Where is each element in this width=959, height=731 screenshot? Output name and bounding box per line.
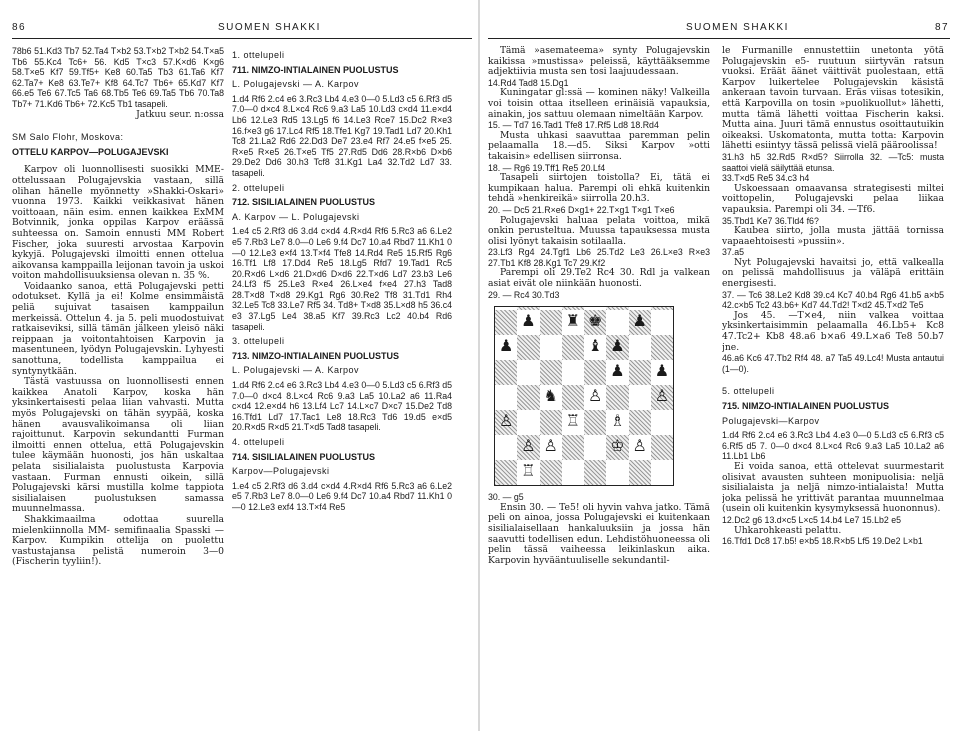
left-column-2 bbox=[232, 46, 452, 726]
move-text: 1.e4 c5 2.Rf3 d6 3.d4 c×d4 4.R×d4 Rf6 5.Rc3 a6 6.Le2 e5 7.Rb3 Le7 8.0—0 Le6 9.f4 Dc7 10.a4 Rbd7 11.Kh1 0—0 12.Le3 exf4 13.T×f4 Re5 bbox=[232, 480, 452, 512]
chess-square bbox=[562, 335, 584, 360]
chess-diagram bbox=[494, 306, 674, 486]
continuation-note: Jatkuu seur. n:ossa bbox=[136, 108, 224, 120]
paragraph: Tästä vastuussa on luonnollisesti ennen kaikkea Anatoli Karpov, koska hän yksinkertaisesti pelaa liian vahvasti. Mutta myös Polugajevski on tähän syypää, koska hänen avausvalikoimansa oli liian rajoittunut. Karpovin sekundantti Furman ilmoitti ennen ottelua, että Polugajevskin tulee käymään huonosti, jos hän uskaltaa pelata sisilialaista puolustusta Karpovia vastaan. Furman ennusti oikein, sillä Polugajevski kärsi mustilla kolme tappiota sisilialaisen puolustuksen samassa muunnelmassa. bbox=[12, 376, 224, 515]
move-text: 1.d4 Rf6 2.c4 e6 3.Rc3 Lb4 4.e3 0—0 5.Ld3 c5 6.Rf3 d5 7.0—0 d×c4 8.L×c4 Rc6 9.a3 La5 10.Ld3 c×d4 11.e×d4 Lb6 12.Le3 Rd5 13.Lg5 f6 14.Le3 Rce7 15.Dc2 R×e3 16.f×e3 g6 17.Lc4 Rf5 18.Tfe1 Kg7 19.Tad1 Ld7 20.Kh1 Tc8 21.La2 Rd6 22.Dd3 De7 23.e4 Rf7 24.e5 f×e5 25. R×e5 R×e5 26.T×e5 Tf5 27.Rd5 Dd6 28.R×b6 D×b6 29.De2 Dd6 30.h3 Tcf8 31.Kg1 La4 32.Td2 Ld7 33. tasapeli. bbox=[232, 93, 452, 178]
paragraph: Voidaanko sanoa, että Polugajevski petti odotukset. Kyllä ja ei! Kolme ensimmäistä peliä sujuivat tasaisen kamppailun merkeissä. Ottelun 4. ja 5. peli muodostuivat ratkaiseviksi, sillä tämän jälkeen yleisö näki reippaan ja voitontahtoisen Karpovin ja masentuneen, lyödyn Polugajevskin. Lyhyesti sanottuna, todellista kamppailua ei syntynytkään. bbox=[12, 280, 224, 377]
game-heading: 711. NIMZO-INTIALAINEN PUOLUSTUS bbox=[232, 64, 399, 75]
chess-square bbox=[495, 360, 517, 385]
spacer bbox=[722, 374, 944, 382]
chess-piece-square: ♙ bbox=[495, 410, 517, 435]
right-column-2 bbox=[722, 46, 944, 726]
header-rule-right bbox=[488, 38, 950, 39]
chess-piece-square: ♙ bbox=[632, 436, 647, 456]
caption: 4. ottelupeli bbox=[232, 437, 285, 447]
chess-piece-square: ♙ bbox=[517, 435, 539, 460]
chess-piece-square: ♟ bbox=[498, 336, 514, 356]
move-text: 35.Tbd1 Ke7 36.Tld4 f6? bbox=[722, 215, 819, 226]
chess-square bbox=[651, 435, 673, 460]
chess-square bbox=[540, 410, 562, 435]
chess-square bbox=[606, 460, 628, 485]
chess-piece-square: ♔ bbox=[606, 435, 628, 460]
caption: L. Polugajevski — A. Karpov bbox=[232, 79, 360, 90]
chess-piece-square: ♖ bbox=[565, 411, 581, 431]
caption: SM Salo Flohr, Moskova: bbox=[12, 132, 124, 143]
game-heading: 713. NIMZO-INTIALAINEN PUOLUSTUS bbox=[232, 350, 400, 361]
paragraph: Kuningatar gl:ssä — kominen näky! Valkeilla voi toisin ottaa itselleen erinäisiä vapauksia, ainakin, jos sattuu olemaan nimeltään Karpov. bbox=[488, 87, 710, 120]
move-text: 15. — Td7 16.Tad1 Tfe8 17.Rf5 Ld8 18.Rd4 bbox=[488, 120, 659, 131]
chess-square bbox=[584, 410, 606, 435]
move-text: 20. — Dc5 21.R×e6 D×g1+ 22.T×g1 T×g1 T×e6 bbox=[488, 204, 675, 215]
paragraph: Uskoessaan omaavansa strategisesti miltei voittopelin, Polugajevski pelaa liikaa vapauksia. Parempi oli 34. —Tf6. bbox=[722, 182, 944, 215]
chess-square bbox=[562, 435, 584, 460]
caption: L. Polugajevski — A. Karpov bbox=[232, 365, 360, 376]
move-text: 14.Rd4 Tad8 15.Dg1 bbox=[488, 77, 569, 88]
chess-square bbox=[584, 435, 606, 460]
caption: A. Karpov — L. Polugajevski bbox=[232, 211, 360, 222]
chess-square bbox=[651, 310, 673, 335]
chess-square bbox=[517, 360, 539, 385]
paragraph: Ei voida sanoa, että ottelevat suurmestarit olisivat avausten suhteen monipuolisia: neljä sisilialaista ja neljä nimzo-intialaista! Mutta joka pelissä he yrittivät parantaa muunnelmaa (usein oli kuitenkin kysymyksessä huononnus). bbox=[722, 460, 944, 515]
chess-piece-square: ♟ bbox=[610, 361, 625, 381]
paragraph: Musta uhkasi saavuttaa paremman pelin pelaamalla 18.—d5. Siksi Karpov »otti takaisin» edellisen siirronsa. bbox=[488, 129, 710, 162]
chess-square bbox=[629, 460, 651, 485]
chess-piece-square: ♟ bbox=[606, 335, 628, 360]
caption: 3. ottelupeli bbox=[232, 336, 285, 347]
paragraph: Parempi oli 29.Te2 Rc4 30. Rdl ja valkean asiat eivät ole niinkään huonosti. bbox=[488, 267, 710, 290]
chess-square bbox=[562, 460, 584, 485]
chess-piece-square: ♙ bbox=[587, 386, 603, 406]
chess-piece-square: ♜ bbox=[565, 311, 581, 331]
chess-square bbox=[517, 410, 539, 435]
move-text: 29. — Rc4 30.Td3 bbox=[488, 289, 560, 300]
chess-square bbox=[629, 360, 651, 385]
move-text: 23.Lf3 Rg4 24.Tgf1 Lb6 25.Td2 Le3 26.L×e3 R×e3 27.Tb1 Kf8 28.Kg1 Tc7 29.Kf2 bbox=[488, 247, 710, 268]
paragraph: Polugajevski haluaa pelata voittoa, mikä onkin perusteltua. Muussa tapauksessa musta olisi lyönyt takaisin sotilaalla. bbox=[488, 214, 710, 247]
move-text: 1.d4 Rf6 2.c4 e6 3.Rc3 Lb4 4.e3 0—0 5.Ld3 c5 6.Rf3 d5 7.0—0 d×c4 8.L×c4 Rc6 9.a3 La5 10.La2 a6 11.Ra4 c×d4 12.e×d4 h6 13.Lf4 Lc7 14.L×c7 D×c7 15.De2 Td8 16.Tfd1 Ld7 17.Tac1 Le8 18.Rc3 Td6 19.d5 e×d5 20.R×d5 R×d5 21.T×d5 Tad8 tasapeli. bbox=[232, 380, 452, 433]
game-heading: 714. SISILIALAINEN PUOLUSTUS bbox=[232, 451, 376, 462]
chess-piece-square: ♙ bbox=[651, 385, 673, 410]
chess-square bbox=[495, 310, 517, 335]
paragraph: le Furmanille ennustettiin unetonta yötä Polugajevskin e5- ruutuun siirtyvän ratsun vuoksi. Eräät äänet väittivät puolestaan, että Karpov luikertelee Polugajevskin käsistä ankeraan tavoin turvaan. Eräs viisas totesikin, että Karpovilla on tosin »puolikuollut» lähetti, mutta tämä lähetti voittaa Fischerin kaksi. Mutta aina. Juuri tämä ennustus osoittautuikin oikeaksi. Uskomatonta, mutta totta: Karpovin lähetti esiintyy tässä pelissä vielä pääroolissa! bbox=[722, 46, 944, 152]
move-text: 16.Tfd1 Dc8 17.b5! e×b5 18.R×b5 Lf5 19.De2 L×b1 bbox=[722, 536, 923, 547]
header-rule-left bbox=[12, 38, 472, 39]
chess-square bbox=[562, 360, 584, 385]
running-title-right: SUOMEN SHAKKI bbox=[686, 22, 789, 33]
move-text: 37. — Tc6 38.Le2 Kd8 39.c4 Kc7 40.b4 Rg6 41.b5 a×b5 42.c×b5 Tc2 43.b6+ Kd7 44.Td2! T×d2 45.T×d2 Te5 bbox=[722, 289, 944, 311]
right-page bbox=[480, 0, 959, 731]
caption: Karpov—Polugajevski bbox=[232, 466, 330, 477]
paragraph: Uhkarohkeasti pelattu. bbox=[734, 524, 842, 536]
game-heading: OTTELU KARPOV—POLUGAJEVSKI bbox=[12, 146, 169, 157]
chess-square bbox=[540, 360, 562, 385]
chess-square bbox=[540, 460, 562, 485]
chess-piece-square: ♗ bbox=[610, 411, 625, 431]
right-column-1 bbox=[488, 46, 710, 726]
chess-square bbox=[540, 335, 562, 360]
left-page bbox=[0, 0, 479, 731]
paragraph: Kaubea siirto, jolla musta jättää tornissa vapaaehtoisesti »pussiin». bbox=[722, 225, 944, 247]
chess-square bbox=[651, 410, 673, 435]
chess-square bbox=[495, 435, 517, 460]
page-number-right: 87 bbox=[935, 22, 950, 33]
chess-piece-square: ♟ bbox=[629, 310, 651, 335]
paragraph: Tasapeli siirtojen toistolla? Ei, tätä ei kumpikaan halua. Parempi oli ehkä kuitenkin tehdä »henkireikä» siirrolla 20.h3. bbox=[488, 172, 710, 205]
spacer bbox=[12, 120, 224, 128]
chess-square bbox=[651, 335, 673, 360]
caption: 1. ottelupeli bbox=[232, 50, 285, 60]
chess-piece-square: ♖ bbox=[521, 461, 536, 481]
move-text: 33.T×d5 Re5 34.c3 h4 bbox=[722, 173, 810, 184]
paragraph: Tämä »asemateema» synty Polugajevskin kaikissa »mustissa» peleissä, käyttääksemme adjektiivia musta sen tosi laajuudessaan. bbox=[488, 46, 710, 78]
chess-square bbox=[495, 460, 517, 485]
running-title-left: SUOMEN SHAKKI bbox=[218, 22, 321, 33]
chess-piece-square: ♝ bbox=[587, 336, 603, 356]
caption: Polugajevski—Karpov bbox=[722, 415, 820, 426]
chess-square bbox=[651, 460, 673, 485]
chess-square bbox=[584, 460, 606, 485]
move-text: 78b6 51.Kd3 Tb7 52.Ta4 T×b2 53.T×b2 T×b2 54.T×a5 Tb6 55.Kc4 Tc6+ 56. Kd5 T×c3 57.K×d6 K×g6 58.T×e5 Kf7 59.Tf5+ Ke8 60.Ta5 Tb3 61.Ta6 Kf7 62.Ta7+ Ke8 63.Te7+ Kf8 64.Tc7 Tb6+ 65.Kd7 Kf7 66.e5 Te6 67.Tc5 Ta6 68.Tb5 Te6 69.Ta5 Tb6 70.Ta8 Tb7+ 71.Kd6 Tb6+ 72.Kc5 Tb1 tasapeli. bbox=[12, 46, 224, 109]
chess-square bbox=[629, 385, 651, 410]
chess-square bbox=[584, 360, 606, 385]
chess-square bbox=[495, 385, 517, 410]
chess-square bbox=[540, 310, 562, 335]
page-number-left: 86 bbox=[12, 22, 27, 33]
chess-piece-square: ♚ bbox=[584, 310, 606, 335]
chess-piece-square: ♟ bbox=[521, 311, 536, 331]
chess-piece-square: ♙ bbox=[543, 436, 558, 456]
game-heading: 712. SISILIALAINEN PUOLUSTUS bbox=[232, 197, 376, 208]
move-text: 12.Dc2 g6 13.d×c5 L×c5 14.b4 Le7 15.Lb2 e5 bbox=[722, 514, 902, 525]
chess-piece-square: ♞ bbox=[543, 386, 558, 406]
chess-square bbox=[517, 385, 539, 410]
caption: 2. ottelupeli bbox=[232, 182, 285, 193]
paragraph: Jos 45. —T×e4, niin valkea voittaa yksinkertaisimmin pelaamalla 46.Lb5+ Kc8 47.Tc2+ Kb8 48.a6 b×a6 49.L×a6 Te8 50.b7 jne. bbox=[722, 309, 944, 353]
move-text: 46.a6 Kc6 47.Tb2 Rf4 48. a7 Ta5 49.Lc4! Musta antautui (1—0). bbox=[722, 353, 944, 374]
paragraph: Ensin 30. — Te5! oli hyvin vahva jatko. Tämä peli on ainoa, jossa Polugajevski ei kuitenkaan sisilialaisellaan hankaluuksiin ja jossa hän saavutti todellisen edun. Lehdistöhuoneessa oli pelin tässä vaiheessa leikinlaskun aika. Karpovin hyvääntuuliselle sekundantil- bbox=[488, 501, 710, 566]
move-text: 1.d4 Rf6 2.c4 e6 3.Rc3 Lb4 4.e3 0—0 5.Ld3 c5 6.Rf3 c5 6.Rf5 d5 7. 0—0 d×c4 8.L×c4 Rc6 9.a3 La5 10.La2 a6 11.Lb1 Lb6 bbox=[722, 430, 944, 462]
caption: 5. ottelupeli bbox=[722, 386, 775, 397]
chess-piece-square: ♟ bbox=[654, 361, 670, 381]
chess-square bbox=[562, 385, 584, 410]
chess-square bbox=[606, 385, 628, 410]
move-text: 37.a5 bbox=[722, 247, 745, 258]
chess-square bbox=[629, 335, 651, 360]
chess-square bbox=[629, 410, 651, 435]
chess-square bbox=[606, 310, 628, 335]
move-text: 31.h3 h5 32.Rd5 R×d5? Siirrolla 32. —Tc5: musta saattoi vielä säilyttää etunsa. bbox=[722, 151, 944, 173]
move-text: 30. — g5 bbox=[488, 492, 524, 503]
move-text: 1.e4 c5 2.Rf3 d6 3.d4 c×d4 4.R×d4 Rf6 5.Rc3 a6 6.Le2 e5 7.Rb3 Le7 8.0—0 Le6 9.f4 Dc7 10.a4 Rbd7 11.Kh1 0—0 12.Le3 e×f4 13.T×f4 Tfe8 14.Rd4 Re5 15.Rf5 Rg6 16.Tf1 Lf8 17.Dd4 Re5 18.Lg5 Rfd7 19.Tad1 Rc5 20.R×d6 L×d6 21.D×d6 D×d6 22.T×d6 Ld7 23.b3 Le6 24.Lf3 f5 25.Le3 R×e4 26.L×e4 f×e4 27.h3 Tad8 28.T×d8 T×d8 29.Kg1 Rg6 30.Re2 Tf8 31.Td1 Rh4 32.Le5 Tc8 33.Le7 Rf5 34. Td8+ T×d8 35.L×d8 h5 36.c4 e3 37.Lg5 Le4 38.a5 Kf7 39.Rc3 Lc2 40.b4 Rd6 tasapeli. bbox=[232, 226, 452, 332]
paragraph: Shakkimaailma odottaa suurella mielenkiinnolla MM- semifinaalia Spasski —Karpov. Kumpikin ottelija on puolettu vastustajansa pelistä numeroin 3—0 (Fischerin tyyliin!). bbox=[12, 513, 224, 568]
paragraph: Karpov oli luonnollisesti suosikki MME- ottelussaan Polugajevskia vastaan, sillä olihan hänelle myönnetty »Shakki-Oskari» vuonna 1973. Kaikki veikkasivat hänen voittoaan, näin esim. ennen kaikkea ExMM Botvinnik, jonka oppilas Karpov eräässä suhteessa on. Samoin ennusti MM Robert Fischer, joka suuresti arvostaa Karpovin kykyjä. Polugajevski ilmoitti ennen ottelua aikovansa kamppailla leijonan tavoin ja uskoi voiton mahdollisuuksiensa olevan n. 35 %. bbox=[12, 164, 224, 282]
game-heading: 715. NIMZO-INTIALAINEN PUOLUSTUS bbox=[722, 401, 890, 411]
left-column-1 bbox=[12, 46, 224, 726]
chess-square bbox=[517, 335, 539, 360]
paragraph: Nyt Polugajevski havaitsi jo, että valkealla on pelissä mahdollisuus ja väläpä erittäin energisesti. bbox=[722, 256, 944, 290]
move-text: 18. — Rg6 19.Tff1 Re5 20.Lf4 bbox=[488, 162, 606, 173]
